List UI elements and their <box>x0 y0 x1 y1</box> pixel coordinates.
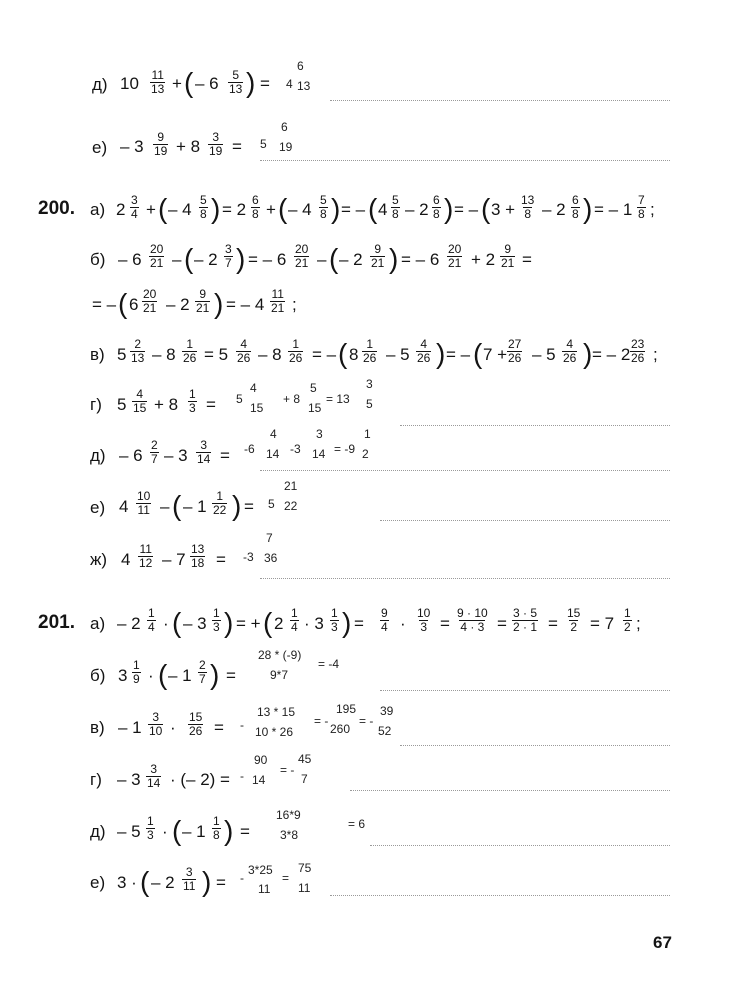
handwritten-denominator: 52 <box>378 724 392 738</box>
handwritten-denominator: 22 <box>284 499 298 513</box>
item-label-b: б) <box>90 250 106 269</box>
expr: – 6 <box>195 74 219 93</box>
handwritten-denominator: 9*7 <box>270 668 289 682</box>
fraction: 1 9 <box>133 658 140 686</box>
handwritten-text: = - <box>280 763 295 777</box>
item-label-e: е) <box>90 873 106 892</box>
fraction: 6 8 <box>433 193 440 221</box>
fraction: 3 11 <box>183 865 196 893</box>
handwritten-numerator: 16*9 <box>276 808 301 822</box>
handwritten-whole: 4 <box>286 77 293 91</box>
fraction: 1 4 <box>148 606 155 634</box>
fraction: 20 21 <box>295 242 309 270</box>
handwritten-denominator: 14 <box>252 773 266 787</box>
handwritten-denominator: 11 <box>298 881 311 895</box>
handwritten-numerator: 4 <box>270 427 277 441</box>
handwritten-text: = 13 <box>326 392 350 406</box>
fraction: 9 4 <box>381 606 388 634</box>
handwritten-whole: -6 <box>244 442 255 456</box>
fraction: 9 19 <box>154 130 168 158</box>
fraction: 5 8 <box>392 193 399 221</box>
handwritten-denominator: 5 <box>366 397 373 411</box>
fraction: 1 26 <box>363 337 377 365</box>
fraction: 10 11 <box>137 489 151 517</box>
fraction: 10 3 <box>417 606 431 634</box>
fraction: 4 26 <box>237 337 251 365</box>
fraction: 3 14 <box>147 762 161 790</box>
fraction: 1 8 <box>213 814 220 842</box>
handwritten-numerator: 7 <box>266 531 273 545</box>
handwritten-text: = -9 <box>334 442 356 456</box>
item-label-g: г) <box>90 770 102 789</box>
fraction: 4 15 <box>133 387 147 415</box>
fraction: 20 21 <box>150 242 164 270</box>
handwritten-denominator: 2 <box>362 447 369 461</box>
fraction: 1 26 <box>183 337 197 365</box>
handwritten-text: = - <box>359 714 374 728</box>
handwritten-denominator: 19 <box>279 140 293 154</box>
fraction: 1 22 <box>213 489 227 517</box>
fraction: 11 12 <box>139 542 153 570</box>
handwritten-numerator: 195 <box>336 702 357 716</box>
handwritten-denominator: 3*8 <box>280 828 299 842</box>
fraction: 11 13 <box>151 68 165 96</box>
handwritten-numerator: 3*25 <box>248 863 273 877</box>
handwritten-whole: 5 <box>268 497 275 511</box>
handwritten-numerator: 28 * (-9) <box>258 648 302 662</box>
fraction: 1 3 <box>147 814 154 842</box>
handwritten-whole: -3 <box>290 442 301 456</box>
fraction: 2 13 <box>131 337 145 365</box>
fraction: 7 8 <box>638 193 645 221</box>
fraction: 9 21 <box>371 242 385 270</box>
item-label-a: а) <box>90 614 106 633</box>
item-label-v: в) <box>90 345 105 364</box>
fraction: 1 3 <box>189 387 196 415</box>
handwritten-text: - <box>240 769 244 783</box>
fraction: 27 26 <box>508 337 522 365</box>
item-label-v: в) <box>90 718 105 737</box>
handwritten-numerator: 1 <box>364 427 371 441</box>
fraction: 13 8 <box>521 193 535 221</box>
fraction: 5 8 <box>200 193 207 221</box>
handwritten-denominator: 7 <box>301 772 308 786</box>
handwritten-denominator: 14 <box>312 447 326 461</box>
handwritten-numerator: 3 <box>316 427 323 441</box>
fraction: 3 19 <box>209 130 223 158</box>
handwritten-text: - <box>240 718 244 732</box>
item-label-g: г) <box>90 395 102 414</box>
handwritten-denominator: 14 <box>266 447 280 461</box>
handwritten-numerator: 90 <box>254 753 268 767</box>
handwritten-numerator: 21 <box>284 479 298 493</box>
handwritten-numerator: 13 * 15 <box>257 705 296 719</box>
fraction: 1 2 <box>624 606 631 634</box>
handwritten-numerator: 45 <box>298 752 312 766</box>
fraction: 4 26 <box>563 337 577 365</box>
fraction: 23 26 <box>631 337 645 365</box>
fraction: 1 26 <box>289 337 303 365</box>
fraction: 5 13 <box>229 68 243 96</box>
handwritten-numerator: 75 <box>298 861 312 875</box>
fraction: 2 7 <box>151 438 158 466</box>
handwritten-denominator: 36 <box>264 551 278 565</box>
fraction: 11 21 <box>271 287 285 315</box>
item-label-e: е) <box>92 138 108 157</box>
handwritten-denominator: 15 <box>250 401 264 415</box>
handwritten-text: + 8 <box>283 392 301 406</box>
handwritten-text: = - <box>314 714 329 728</box>
handwritten-whole: -3 <box>243 550 254 564</box>
handwritten-numerator: 3 <box>366 377 373 391</box>
page-number: 67 <box>653 933 672 952</box>
fraction: 3 · 5 2 · 1 <box>513 606 538 634</box>
handwritten-text: = -4 <box>318 657 340 671</box>
item-label-d: д) <box>90 446 106 465</box>
fraction: 3 14 <box>197 438 211 466</box>
handwritten-numerator: 6 <box>281 120 288 134</box>
fraction: 3 10 <box>149 710 163 738</box>
fraction: 15 2 <box>567 606 581 634</box>
handwritten-denominator: 15 <box>308 401 322 415</box>
task-number-201: 201. <box>38 612 75 633</box>
fraction: 9 21 <box>501 242 515 270</box>
handwritten-text: - <box>240 871 244 885</box>
fraction: 4 26 <box>417 337 431 365</box>
fraction: 1 4 <box>291 606 298 634</box>
fraction: 3 7 <box>225 242 232 270</box>
item-label-e: е) <box>90 498 106 517</box>
expr: = <box>260 74 270 93</box>
handwritten-denominator: 13 <box>297 79 311 93</box>
item-label-b: б) <box>90 666 106 685</box>
item-label-d: д) <box>90 822 106 841</box>
handwritten-denominator: 11 <box>258 882 271 896</box>
fraction: 9 21 <box>196 287 210 315</box>
task-number-200: 200. <box>38 198 75 219</box>
handwritten-denominator: 10 * 26 <box>255 725 294 739</box>
handwritten-denominator: 260 <box>330 722 351 736</box>
handwritten-numerator: 4 <box>250 381 257 395</box>
fraction: 20 21 <box>448 242 462 270</box>
fraction: 6 8 <box>572 193 579 221</box>
handwritten-numerator: 39 <box>380 704 394 718</box>
item-label-d: д) <box>92 75 108 94</box>
fraction: 6 8 <box>252 193 259 221</box>
handwritten-whole: 5 <box>236 392 243 406</box>
expr: + <box>172 74 182 93</box>
handwritten-numerator: 6 <box>297 59 304 73</box>
fraction: 5 8 <box>320 193 327 221</box>
fraction: 20 21 <box>143 287 157 315</box>
item-label-a: а) <box>90 200 106 219</box>
fraction: 15 26 <box>189 710 203 738</box>
fraction: 13 18 <box>191 542 205 570</box>
item-label-zh: ж) <box>90 550 108 569</box>
handwritten-text: = 6 <box>348 817 366 831</box>
handwritten-numerator: 5 <box>310 381 317 395</box>
handwritten-text: = <box>282 871 290 885</box>
expr: 10 <box>120 74 139 93</box>
handwritten-whole: 5 <box>260 137 267 151</box>
fraction: 3 4 <box>131 193 138 221</box>
fraction: 1 3 <box>213 606 220 634</box>
fraction: 9 · 10 4 · 3 <box>457 606 488 634</box>
fraction: 2 7 <box>199 658 206 686</box>
fraction: 1 3 <box>331 606 338 634</box>
